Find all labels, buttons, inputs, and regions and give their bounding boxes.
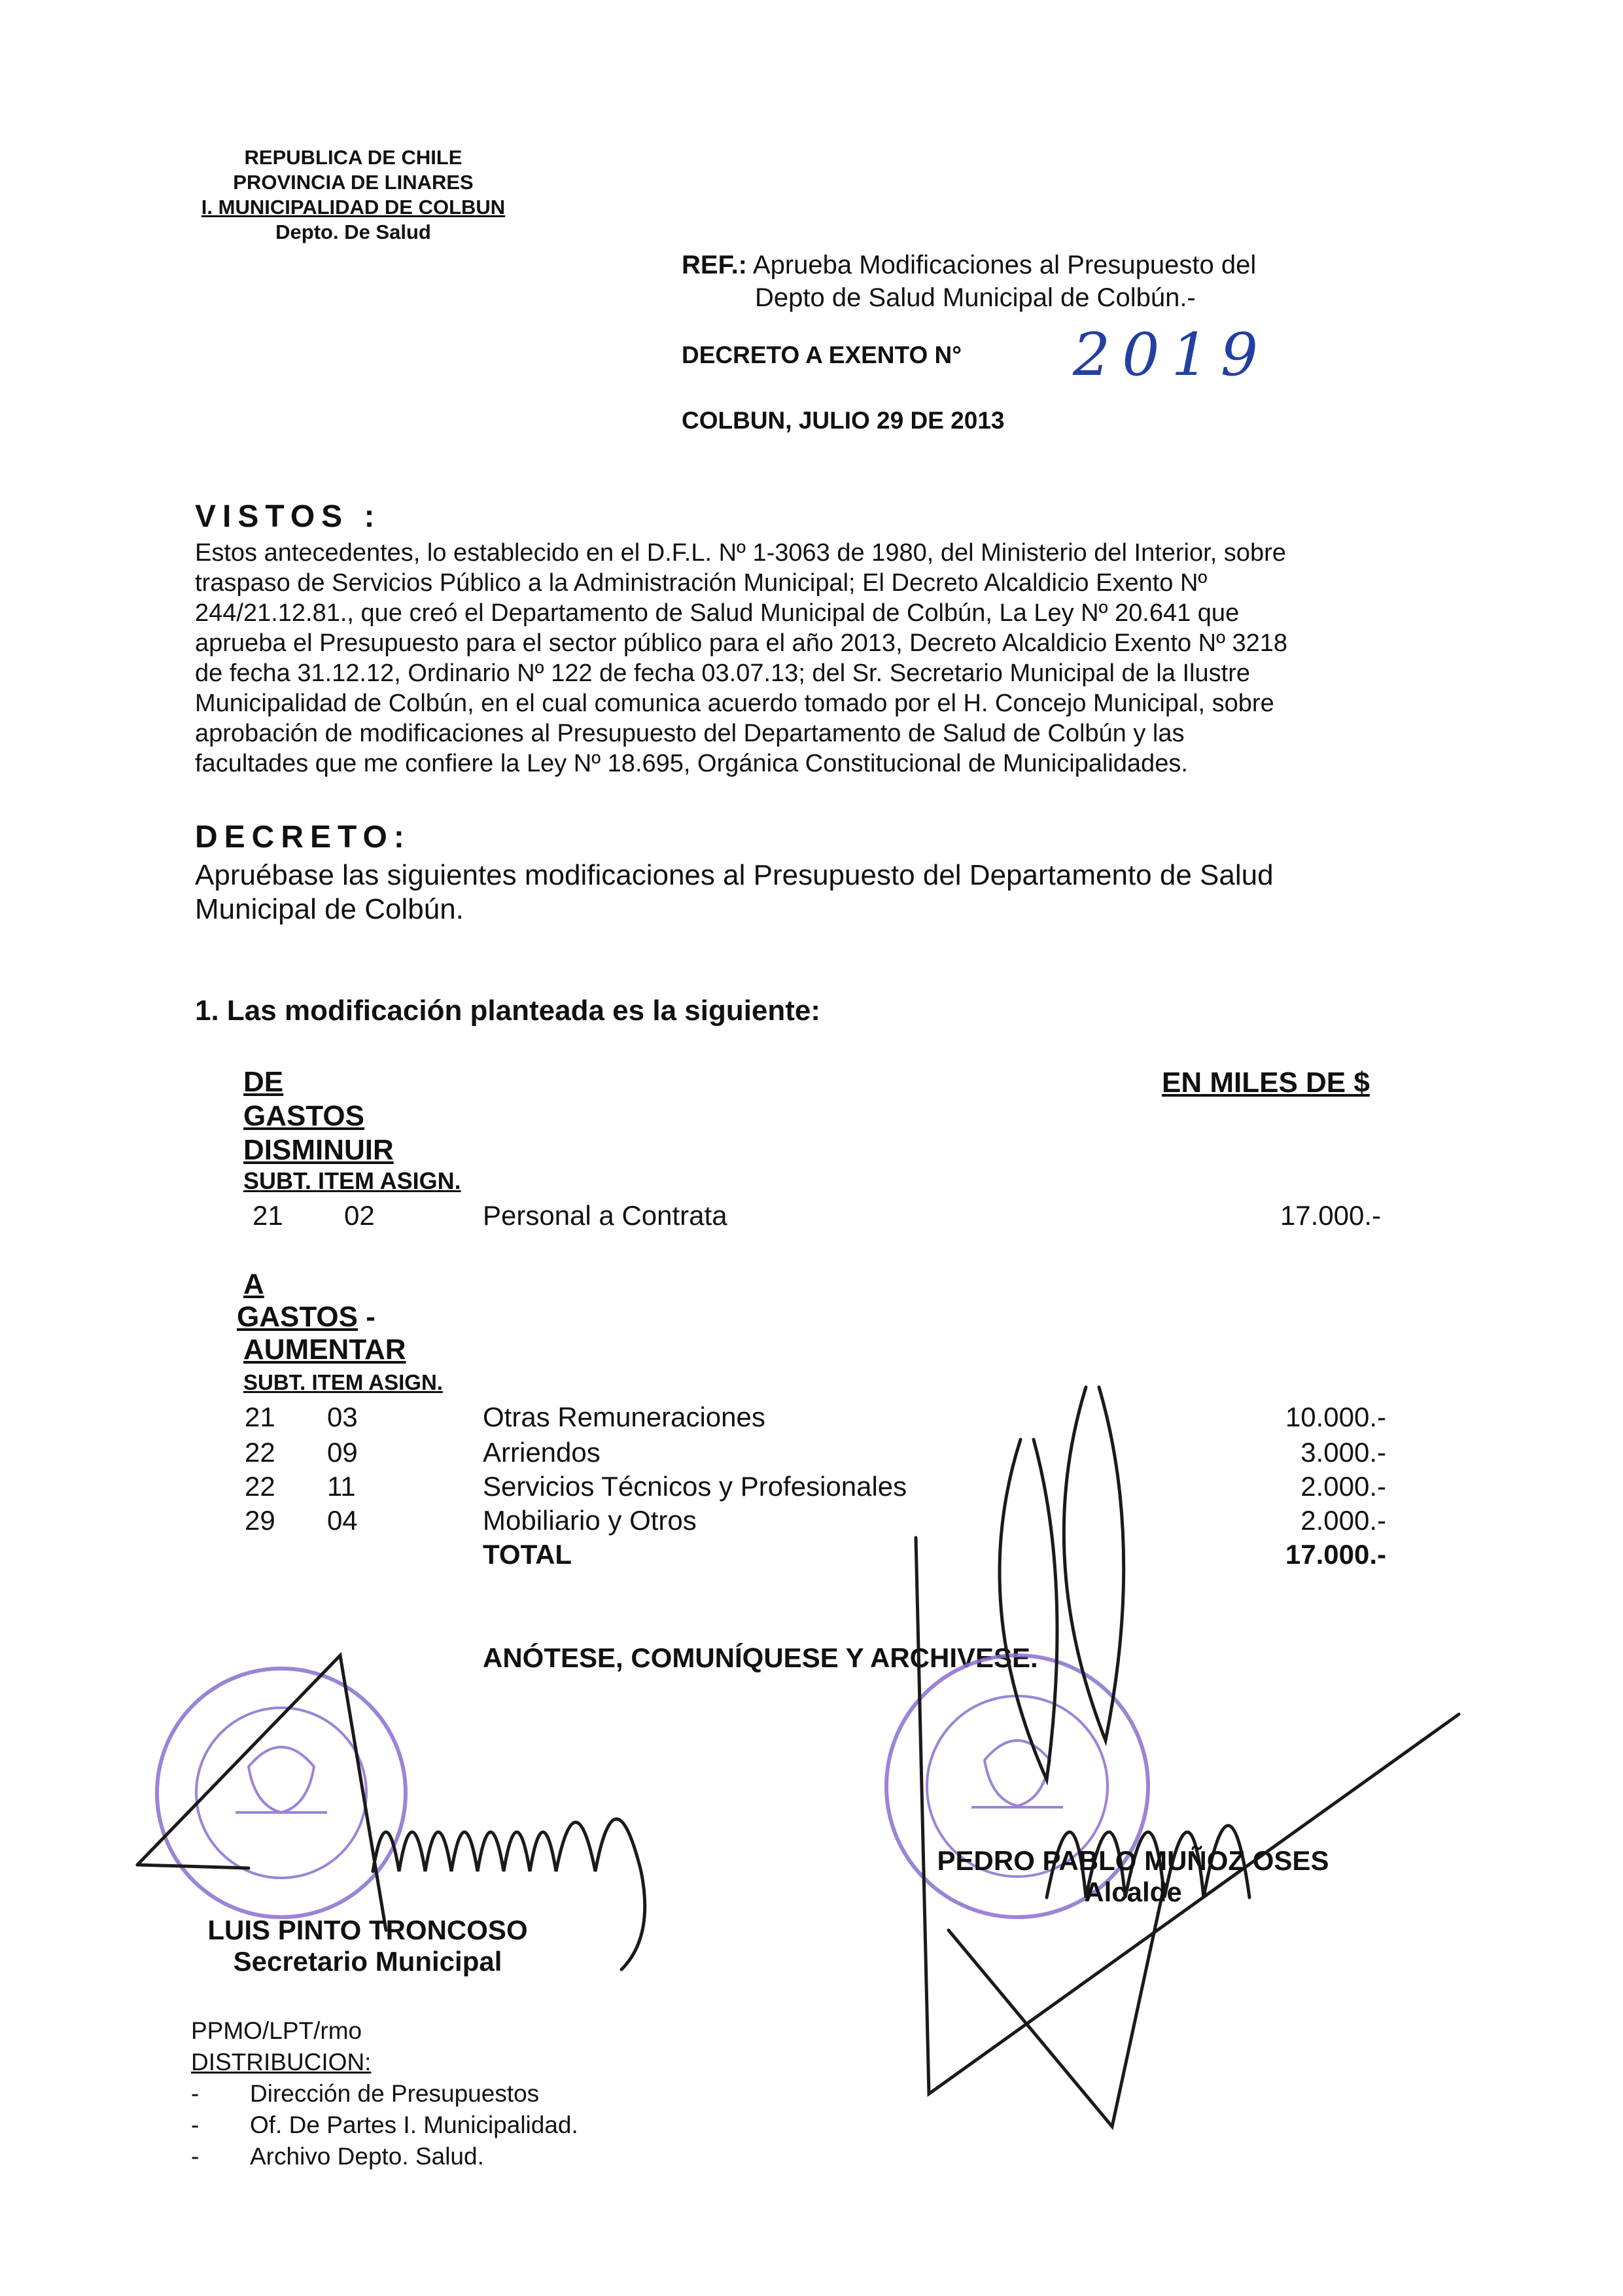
vistos-line-3: 244/21.12.81., que creó el Departamento de Salud Municipal de Colbún, La Ley Nº 20.641 que (195, 599, 1240, 627)
vistos-line-4: aprueba el Presupuesto para el sector público para el año 2013, Decreto Alcaldicio Exento Nº 3218 (195, 629, 1288, 657)
distribution-item: Archivo Depto. Salud. (250, 2143, 484, 2170)
vistos-line-5: de fecha 31.12.12, Ordinario Nº 122 de fecha 03.07.13; del Sr. Secretario Municipal de la Ilustre (195, 660, 1250, 687)
vistos-line-1: Estos antecedentes, lo establecido en el D.F.L. Nº 1-3063 de 1980, del Ministerio del Interior, sobre (195, 539, 1286, 567)
increase-label-line-3: AUMENTAR (243, 1333, 406, 1366)
distribution-item: Dirección de Presupuestos (250, 2080, 540, 2107)
secretary-name: LUIS PINTO TRONCOSO (207, 1915, 528, 1945)
increase-label-line-2: GASTOS (237, 1301, 358, 1333)
department-line: Depto. De Salud (275, 221, 431, 243)
row-amount: 3.000.- (1300, 1437, 1386, 1468)
list-item: - Of. De Partes I. Municipalidad. (191, 2111, 578, 2138)
decrease-columns: SUBT. ITEM ASIGN. (243, 1167, 461, 1194)
vistos-heading: VISTOS : (195, 499, 381, 534)
distribution-label: DISTRIBUCION: (191, 2049, 372, 2075)
increase-columns: SUBT. ITEM ASIGN. (243, 1370, 443, 1394)
mayor-name: PEDRO PABLO MUÑOZ OSES (937, 1845, 1329, 1876)
vistos-line-8: facultades que me confiere la Ley Nº 18.695, Orgánica Constitucional de Municipalidades. (195, 750, 1188, 777)
province-line: PROVINCIA DE LINARES (233, 171, 474, 194)
ref-line-2: Depto de Salud Municipal de Colbún.- (755, 283, 1196, 312)
row-subt: 29 (245, 1505, 275, 1536)
row-item: 11 (327, 1471, 356, 1502)
vistos-line-2: traspaso de Servicios Público a la Administración Municipal; El Decreto Alcaldicio Exento Nº (195, 569, 1208, 597)
total-label: TOTAL (483, 1539, 572, 1570)
decree-label: DECRETO A EXENTO N° (682, 342, 962, 368)
decreto-line-1: Apruébase las siguientes modificaciones al Presupuesto del Departamento de Salud (195, 859, 1274, 891)
row-subt: 22 (245, 1437, 275, 1468)
total-amount: 17.000.- (1285, 1539, 1386, 1570)
increase-label-line-1: A (243, 1268, 264, 1300)
row-item: 04 (327, 1505, 358, 1536)
mayor-title: Alcalde (1084, 1877, 1182, 1907)
row-item: 02 (344, 1200, 375, 1231)
row-amount: 2.000.- (1300, 1471, 1386, 1502)
row-amount: 10.000.- (1285, 1402, 1386, 1432)
decreto-line-2: Municipal de Colbún. (195, 893, 464, 925)
row-amount: 2.000.- (1300, 1505, 1386, 1536)
row-desc: Personal a Contrata (483, 1200, 727, 1231)
row-subt: 21 (245, 1402, 275, 1432)
row-item: 03 (327, 1402, 358, 1432)
modification-title: 1. Las modificación planteada es la siguiente: (195, 995, 821, 1027)
decrease-label-line-2: GASTOS (243, 1100, 365, 1132)
units-label: EN MILES DE $ (1162, 1067, 1370, 1099)
list-item: - Archivo Depto. Salud. (191, 2143, 484, 2170)
place-date: COLBUN, JULIO 29 DE 2013 (682, 407, 1005, 434)
footer (191, 2015, 578, 2172)
vistos-line-7: aprobación de modificaciones al Presupuesto del Departamento de Salud de Colbún y las (195, 720, 1185, 747)
list-item: - Dirección de Presupuestos (191, 2080, 540, 2107)
increase-label-suffix: - (366, 1301, 375, 1333)
mayor-block (911, 1845, 1355, 1908)
row-desc: Otras Remuneraciones (483, 1402, 765, 1432)
secretary-title: Secretario Municipal (233, 1946, 502, 1977)
secretary-block (191, 1915, 544, 1977)
closing-formula: ANÓTESE, COMUNÍQUESE Y ARCHIVESE. (483, 1642, 1038, 1673)
decrease-label-line-1: DE (243, 1066, 284, 1098)
row-subt: 21 (253, 1200, 283, 1231)
country-line: REPUBLICA DE CHILE (244, 146, 462, 169)
decrease-label-line-3: DISMINUIR (243, 1134, 394, 1166)
decreto-heading: DECRETO: (195, 820, 411, 855)
row-desc: Servicios Técnicos y Profesionales (483, 1471, 907, 1502)
municipality-line: I. MUNICIPALIDAD DE COLBUN (201, 196, 506, 219)
right-signature (916, 1387, 1459, 2127)
left-stamp (157, 1669, 406, 1917)
ref-line-1: Aprueba Modificaciones al Presupuesto del (752, 251, 1257, 279)
row-desc: Mobiliario y Otros (483, 1505, 697, 1536)
vistos-line-6: Municipalidad de Colbún, en el cual comunica acuerdo tomado por el H. Concejo Municipal, sobre (195, 690, 1274, 717)
decree-number: 2019 (1073, 321, 1270, 389)
initials: PPMO/LPT/rmo (191, 2017, 362, 2044)
row-desc: Arriendos (483, 1437, 601, 1468)
row-item: 09 (327, 1437, 358, 1468)
distribution-item: Of. De Partes I. Municipalidad. (250, 2111, 578, 2138)
row-amount: 17.000.- (1280, 1200, 1381, 1231)
ref-label: REF.: (682, 251, 747, 279)
row-subt: 22 (245, 1471, 275, 1502)
